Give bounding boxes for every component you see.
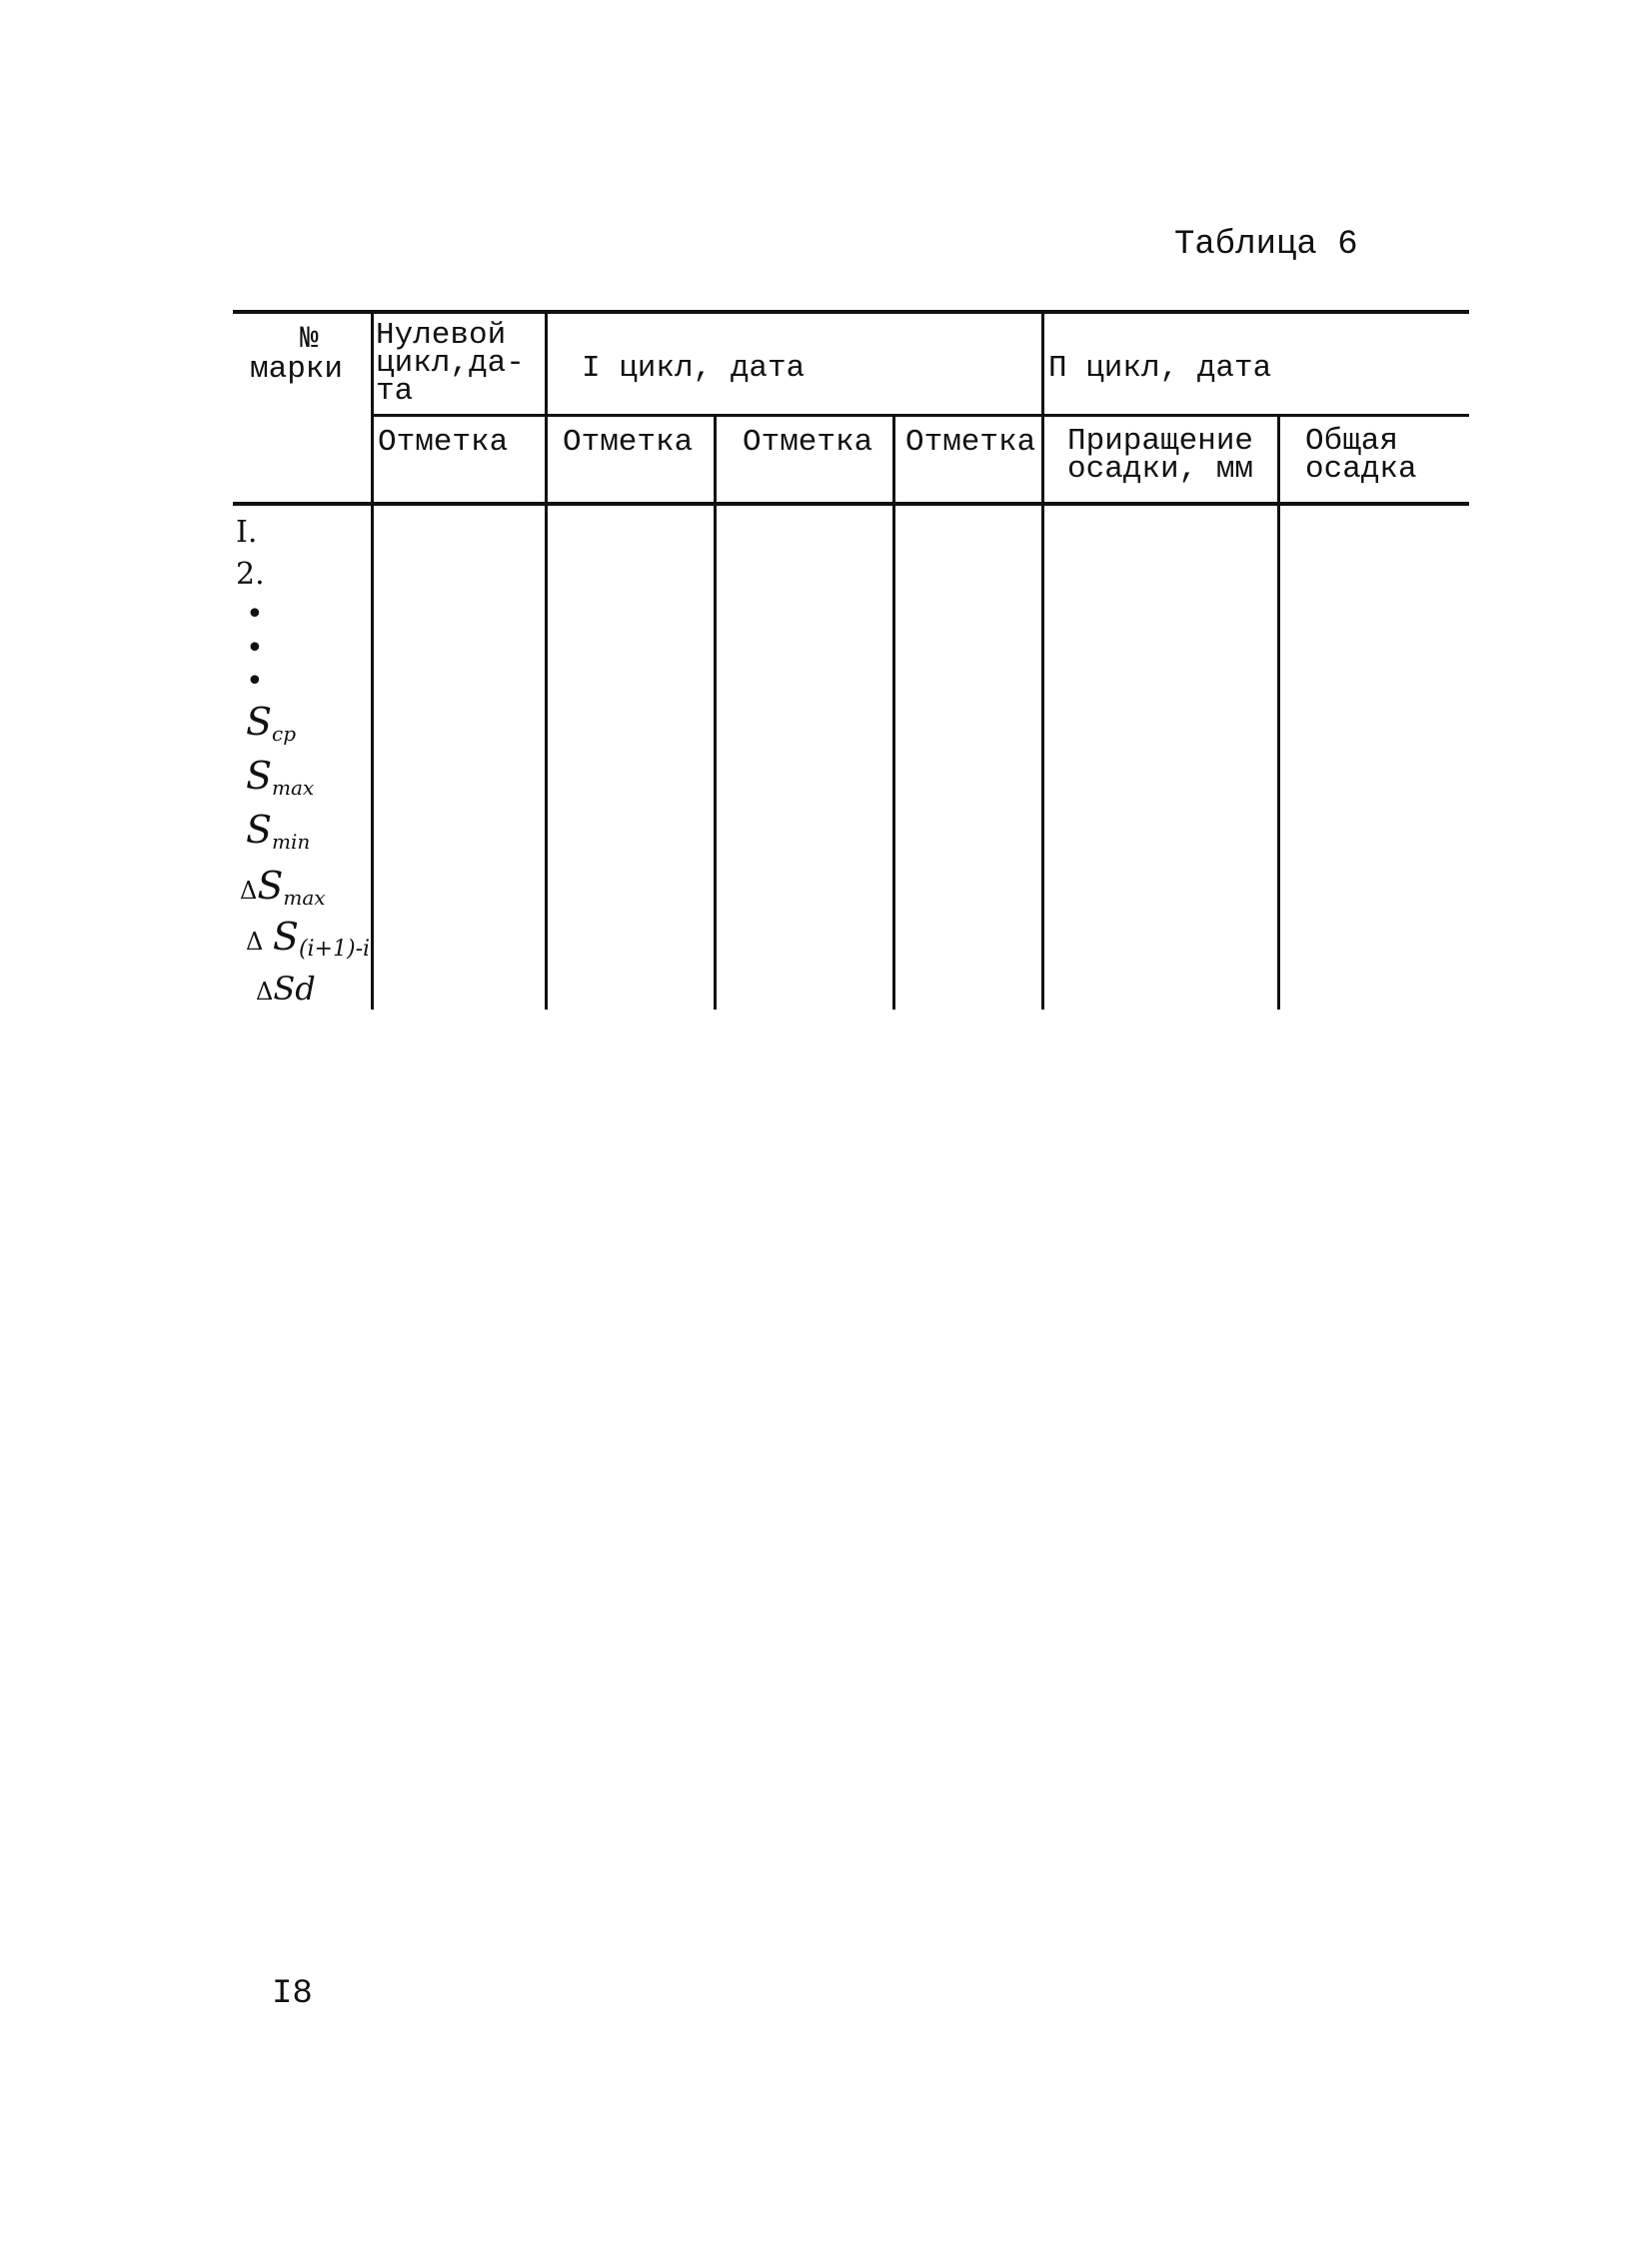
header-zero-cycle: Нулевой цикл,да- та <box>376 318 525 409</box>
header-bottom-rule <box>233 502 1469 506</box>
col-divider-1 <box>371 310 374 1010</box>
subheader-cycle2-mark: Отметка <box>905 425 1036 460</box>
row-label-s-mean: $S_{ср}$ <box>246 700 297 746</box>
col-divider-3 <box>714 414 717 1010</box>
col-divider-4 <box>892 414 895 1010</box>
col-divider-2 <box>545 310 548 1010</box>
header-cycle-2: П цикл, дата <box>1048 351 1272 386</box>
col-divider-6 <box>1277 414 1280 1010</box>
subheader-settlement-increment: Приращение осадки, мм <box>1067 424 1254 487</box>
table-top-rule <box>233 310 1469 314</box>
row-label-delta-s-max: $\Delta S_{max}$ <box>240 864 326 910</box>
row-label-s-max: $S_{max}$ <box>246 754 315 800</box>
header-cycle-1: I цикл, дата <box>582 351 806 386</box>
row-ellipsis-1: • <box>246 597 264 632</box>
subheader-total-settlement: Общая осадка <box>1305 424 1417 487</box>
row-label-2: 2. <box>236 557 265 592</box>
row-label-delta-s-i: Δ $S_{(i+1)-i}$ <box>246 915 371 962</box>
col-divider-5 <box>1041 310 1044 1010</box>
row-label-s-min: $S_{min}$ <box>246 808 311 854</box>
subheader-cycle1-mark-1: Отметка <box>563 425 694 460</box>
subheader-cycle1-mark-2: Отметка <box>743 425 873 460</box>
subheader-zero-mark: Отметка <box>378 425 509 460</box>
header-mark-number-symbol: № <box>300 322 319 357</box>
row-ellipsis-2: • <box>246 631 264 666</box>
row-ellipsis-3: • <box>246 664 264 699</box>
page-number: I8 <box>272 1975 313 2013</box>
header-mark-number: марки <box>250 352 344 387</box>
header-mid-rule <box>372 414 1469 417</box>
table-caption: Таблица 6 <box>1174 226 1358 264</box>
row-label-1: I. <box>236 515 258 550</box>
row-label-delta-sd: ΔSd <box>256 970 316 1008</box>
